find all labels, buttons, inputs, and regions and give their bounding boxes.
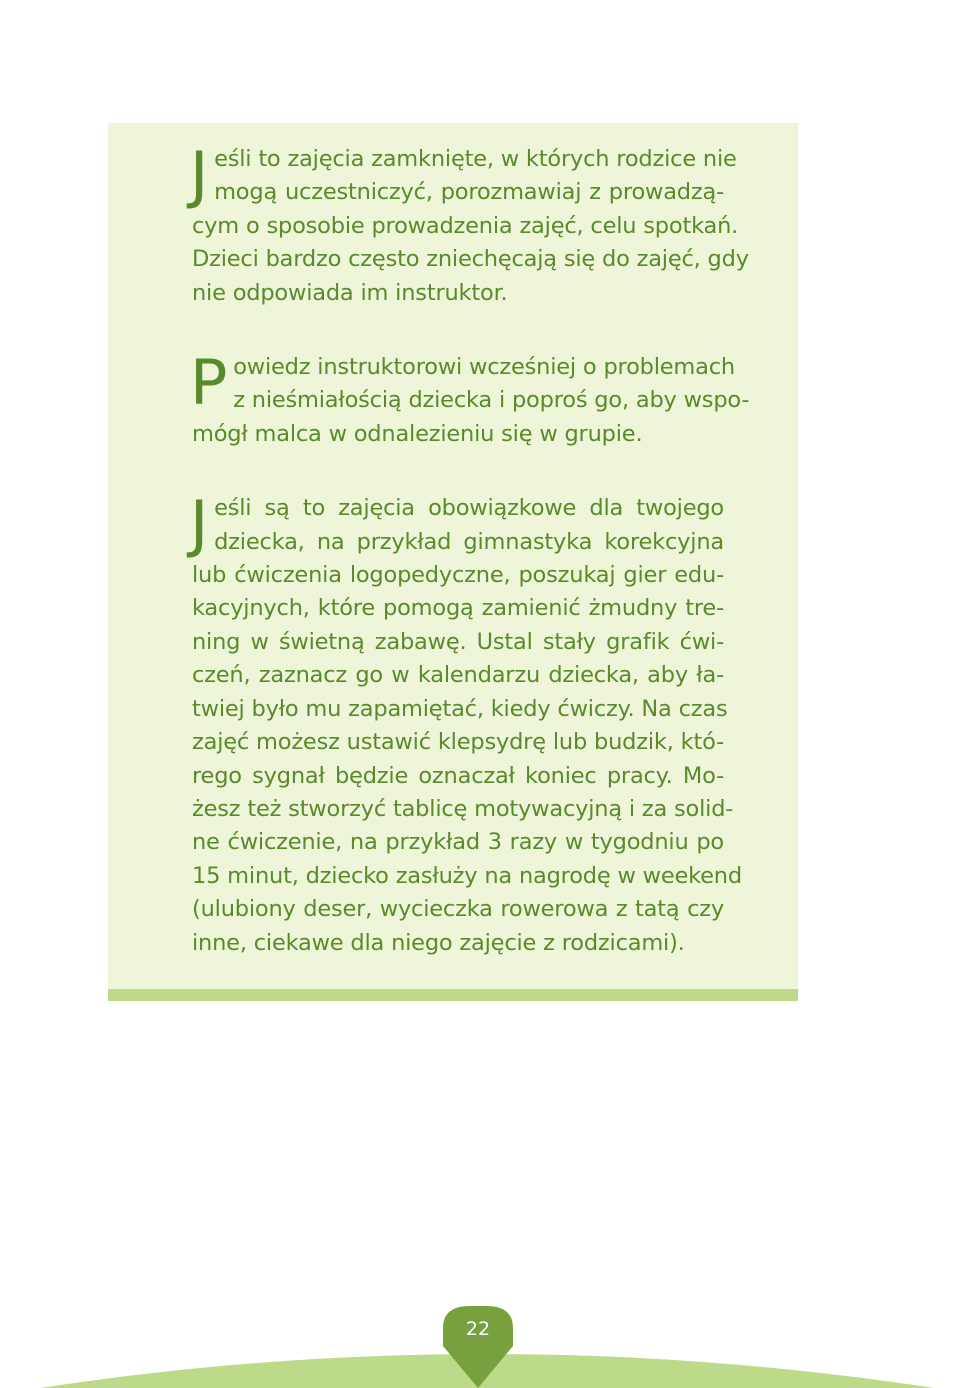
dropcap: J [190, 138, 209, 211]
text-line: zajęć możesz ustawić klepsydrę lub budzik, któ- [192, 729, 724, 756]
text-line: z nieśmiałością dziecka i poproś go, aby wspo- [233, 387, 750, 414]
text-line: owiedz instruktorowi wcześniej o problemach [233, 354, 735, 381]
text-line: (ulubiony deser, wycieczka rowerowa z tatą czy [192, 896, 724, 923]
text-line: twiej było mu zapamiętać, kiedy ćwiczy. Na czas [192, 695, 728, 722]
text-line: eśli są to zajęcia obowiązkowe dla twojego [214, 495, 724, 522]
text-line: lub ćwiczenia logopedyczne, poszukaj gier edu- [192, 562, 724, 589]
text-line: kacyjnych, które pomogą zamienić żmudny tre- [192, 595, 724, 622]
text-line: rego sygnał będzie oznaczał koniec pracy. Mo- [192, 762, 724, 789]
dropcap: P [190, 346, 228, 420]
text-line: ne ćwiczenie, na przykład 3 razy w tygodniu po [192, 829, 724, 856]
footer-decoration [0, 1300, 974, 1388]
paragraph-1 [190, 138, 749, 310]
text-line: mogą uczestniczyć, porozmawiaj z prowadzą- [214, 179, 724, 206]
paragraph-3 [190, 487, 742, 960]
text-line: dziecka, na przykład gimnastyka korekcyjna [214, 528, 724, 555]
text-line: mógł malca w odnalezieniu się w grupie. [192, 420, 643, 447]
dropcap: J [190, 487, 209, 561]
text-line: inne, ciekawe dla niego zajęcie z rodzicami). [192, 929, 685, 956]
paragraph-2 [190, 346, 750, 451]
text-line: 15 minut, dziecko zasłuży na nagrodę w weekend [192, 862, 742, 889]
text-line: eśli to zajęcia zamknięte, w których rodzice nie [214, 146, 737, 172]
text-column [190, 138, 750, 1001]
text-line: nie odpowiada im instruktor. [192, 279, 508, 306]
text-line: żesz też stworzyć tablicę motywacyjną i za solid- [192, 795, 734, 822]
text-line: ning w świetną zabawę. Ustal stały grafik ćwi- [192, 628, 724, 655]
text-line: Dzieci bardzo często zniechęcają się do zajęć, gdy [192, 246, 749, 273]
page-number: 22 [465, 1318, 491, 1340]
text-line: czeń, zaznacz go w kalendarzu dziecka, aby ła- [192, 662, 724, 689]
text-line: cym o sposobie prowadzenia zajęć, celu spotkań. [192, 212, 739, 239]
